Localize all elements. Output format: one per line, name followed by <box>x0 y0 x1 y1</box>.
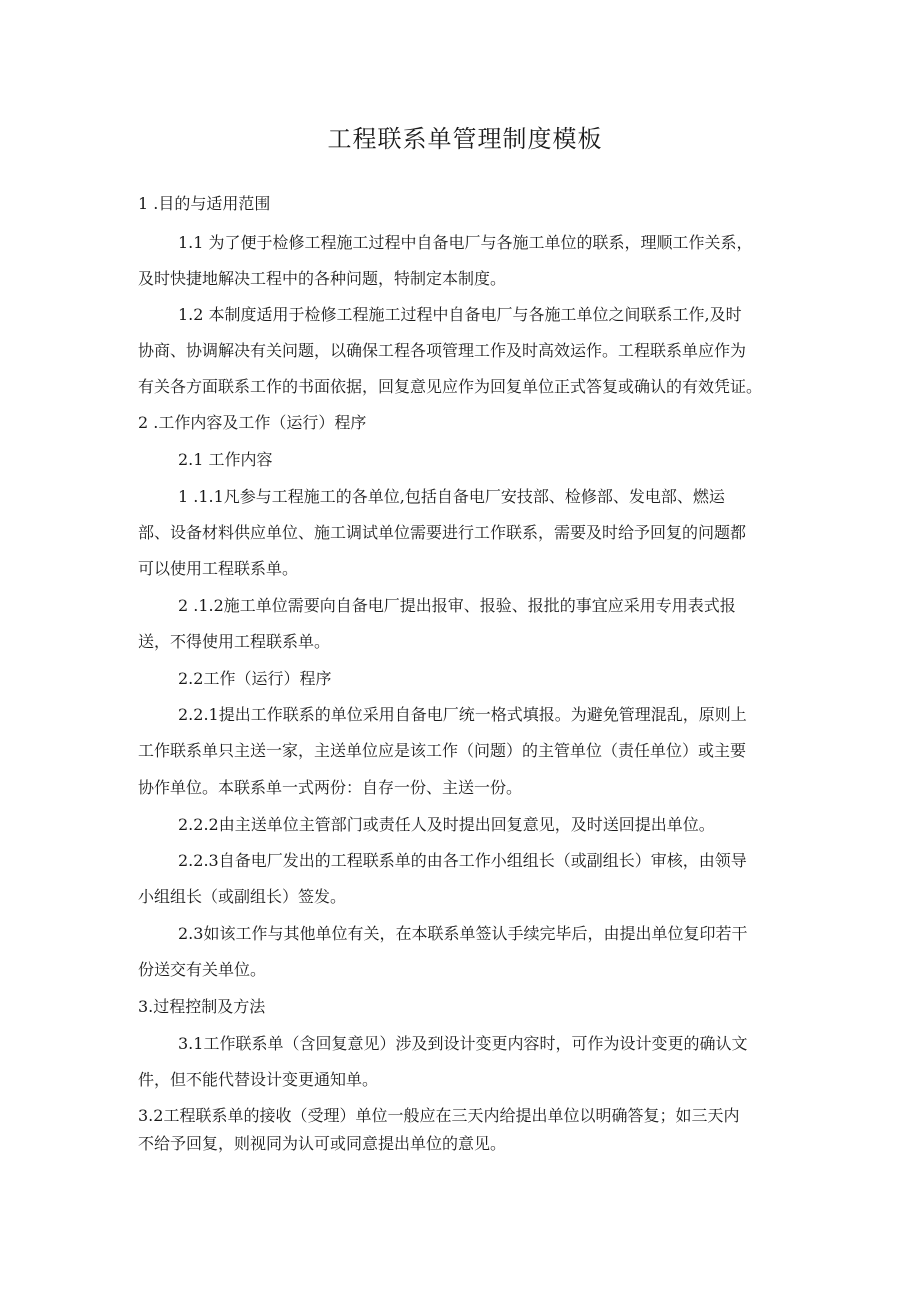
paragraph-line: 可以使用工程联系单。 <box>138 559 299 578</box>
paragraph-line: 及时快捷地解决工程中的各种问题，特制定本制度。 <box>138 269 507 288</box>
paragraph-line: 3.1工作联系单（含回复意见）涉及到设计变更内容时，可作为设计变更的确认文 <box>178 1034 748 1053</box>
paragraph-line: 协商、协调解决有关问题，以确保工程各项管理工作及时高效运作。工程联系单应作为 <box>138 341 747 360</box>
section-heading-2: 2 .工作内容及工作（运行）程序 <box>138 413 367 432</box>
paragraph-line: 有关各方面联系工作的书面依据，回复意见应作为回复单位正式答复或确认的有效凭证。 <box>138 377 763 396</box>
paragraph-line: 1.1 为了便于检修工程施工过程中自备电厂与各施工单位的联系，理顺工作关系， <box>178 233 753 252</box>
paragraph-line: 份送交有关单位。 <box>138 960 267 979</box>
paragraph-line: 2.3如该工作与其他单位有关，在本联系单签认手续完毕后，由提出单位复印若干 <box>178 924 748 943</box>
document-title: 工程联系单管理制度模板 <box>327 125 603 153</box>
section-heading-1: 1 .目的与适用范围 <box>138 194 271 213</box>
paragraph-line: 不给予回复，则视同为认可或同意提出单位的意见。 <box>138 1134 507 1153</box>
paragraph-line: 3.2工程联系单的接收（受理）单位一般应在三天内给提出单位以明确答复；如三天内 <box>138 1106 740 1125</box>
section-heading-3: 3.过程控制及方法 <box>138 997 266 1016</box>
paragraph-line: 1.2 本制度适用于检修工程施工过程中自备电厂与各施工单位之间联系工作,及时 <box>178 305 742 324</box>
paragraph-line: 小组组长（或副组长）签发。 <box>138 887 347 906</box>
paragraph-line: 件，但不能代替设计变更通知单。 <box>138 1070 379 1089</box>
paragraph-line: 部、设备材料供应单位、施工调试单位需要进行工作联系，需要及时给予回复的问题都 <box>138 523 747 542</box>
paragraph-line: 送，不得使用工程联系单。 <box>138 632 331 651</box>
paragraph-line: 2.2.2由主送单位主管部门或责任人及时提出回复意见，及时送回提出单位。 <box>178 815 715 834</box>
paragraph-line: 2.2.3自备电厂发出的工程联系单的由各工作小组组长（或副组长）审核，由领导 <box>178 851 747 870</box>
paragraph-line: 2 .1.2施工单位需要向自备电厂提出报审、报验、报批的事宜应采用专用表式报 <box>178 596 736 615</box>
subsection-heading: 2.1 工作内容 <box>178 450 273 469</box>
paragraph-line: 工作联系单只主送一家，主送单位应是该工作（问题）的主管单位（责任单位）或主要 <box>138 741 747 760</box>
paragraph-line: 协作单位。本联系单一式两份：自存一份、主送一份。 <box>138 778 523 797</box>
paragraph-line: 2.2.1提出工作联系的单位采用自备电厂统一格式填报。为避免管理混乱，原则上 <box>178 705 747 724</box>
paragraph-line: 1 .1.1凡参与工程施工的各单位,包括自备电厂安技部、检修部、发电部、燃运 <box>178 487 725 506</box>
subsection-heading: 2.2工作（运行）程序 <box>178 669 332 688</box>
